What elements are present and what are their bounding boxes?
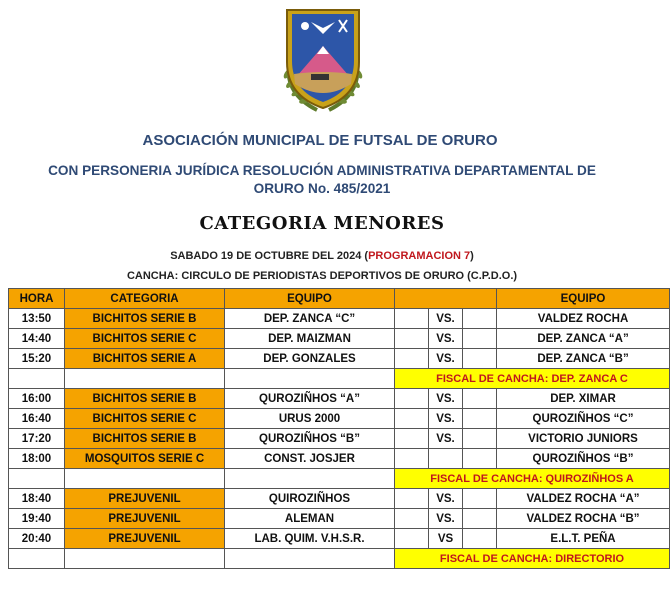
legal-line-2: ORURO No. 485/2021	[253, 181, 391, 196]
date-close: )	[470, 250, 474, 262]
empty-cell	[225, 549, 395, 569]
field-fiscal: FISCAL DE CANCHA: QUIROZIÑHOS A	[395, 469, 670, 489]
match-time: 15:20	[9, 349, 65, 369]
home-team: QUROZIÑHOS “A”	[225, 389, 395, 409]
organization-name: ASOCIACIÓN MUNICIPAL DE FUTSAL DE ORURO	[142, 132, 498, 149]
field-fiscal: FISCAL DE CANCHA: DEP. ZANCA C	[395, 369, 670, 389]
match-category: BICHITOS SERIE C	[65, 409, 225, 429]
match-category: BICHITOS SERIE B	[65, 429, 225, 449]
home-team: QUROZIÑHOS “B”	[225, 429, 395, 449]
table-header-row	[9, 289, 670, 309]
spacer-cell	[395, 329, 429, 349]
match-time: 16:00	[9, 389, 65, 409]
match-time: 16:40	[9, 409, 65, 429]
match-time: 13:50	[9, 309, 65, 329]
spacer-cell	[395, 529, 429, 549]
empty-cell	[9, 469, 65, 489]
home-team: QUIROZIÑHOS	[225, 489, 395, 509]
match-time: 18:00	[9, 449, 65, 469]
date-line	[0, 250, 658, 262]
spacer-cell	[463, 529, 497, 549]
spacer-cell	[463, 449, 497, 469]
versus-label: VS.	[429, 329, 463, 349]
match-time: 17:20	[9, 429, 65, 449]
match-row	[9, 449, 670, 469]
fiscal-row	[9, 369, 670, 389]
match-category: BICHITOS SERIE C	[65, 329, 225, 349]
match-row	[9, 509, 670, 529]
header-vs-blank	[395, 289, 497, 309]
spacer-cell	[463, 489, 497, 509]
empty-cell	[9, 369, 65, 389]
spacer-cell	[395, 449, 429, 469]
spacer-cell	[395, 389, 429, 409]
match-time: 20:40	[9, 529, 65, 549]
match-row	[9, 529, 670, 549]
away-team: VALDEZ ROCHA “B”	[497, 509, 670, 529]
versus-label: VS.	[429, 409, 463, 429]
versus-label: VS	[429, 529, 463, 549]
away-team: DEP. XIMAR	[497, 389, 670, 409]
match-row	[9, 429, 670, 449]
home-team: DEP. ZANCA “C”	[225, 309, 395, 329]
match-time: 14:40	[9, 329, 65, 349]
spacer-cell	[463, 349, 497, 369]
away-team: E.L.T. PEÑA	[497, 529, 670, 549]
empty-cell	[9, 549, 65, 569]
empty-cell	[225, 369, 395, 389]
away-team: DEP. ZANCA “A”	[497, 329, 670, 349]
spacer-cell	[395, 429, 429, 449]
category-title: CATEGORIA MENORES	[199, 213, 445, 234]
versus-label: VS.	[429, 389, 463, 409]
away-team: QUROZIÑHOS “C”	[497, 409, 670, 429]
header-hora: HORA	[9, 289, 65, 309]
spacer-cell	[395, 509, 429, 529]
match-category: PREJUVENIL	[65, 509, 225, 529]
match-row	[9, 349, 670, 369]
fiscal-row	[9, 469, 670, 489]
match-category: BICHITOS SERIE A	[65, 349, 225, 369]
venue-line: CANCHA: CIRCULO DE PERIODISTAS DEPORTIVOS DE ORURO (C.P.D.O.)	[126, 270, 518, 282]
empty-cell	[65, 369, 225, 389]
legal-line-1: CON PERSONERIA JURÍDICA RESOLUCIÓN ADMINISTRATIVA DEPARTAMENTAL DE	[48, 163, 596, 178]
spacer-cell	[395, 349, 429, 369]
home-team: ALEMAN	[225, 509, 395, 529]
spacer-cell	[463, 409, 497, 429]
match-row	[9, 309, 670, 329]
match-category: PREJUVENIL	[65, 529, 225, 549]
header-equipo-local: EQUIPO	[225, 289, 395, 309]
match-row	[9, 329, 670, 349]
versus-label: VS.	[429, 429, 463, 449]
spacer-cell	[395, 309, 429, 329]
date-text: SABADO 19 DE OCTUBRE DEL 2024 (	[170, 250, 369, 262]
away-team: VALDEZ ROCHA	[497, 309, 670, 329]
away-team: VICTORIO JUNIORS	[497, 429, 670, 449]
legal-resolution-text	[0, 162, 658, 198]
match-category: PREJUVENIL	[65, 489, 225, 509]
field-fiscal: FISCAL DE CANCHA: DIRECTORIO	[395, 549, 670, 569]
home-team: CONST. JOSJER	[225, 449, 395, 469]
match-category: BICHITOS SERIE B	[65, 309, 225, 329]
spacer-cell	[463, 309, 497, 329]
header-equipo-visitante: EQUIPO	[497, 289, 670, 309]
spacer-cell	[463, 429, 497, 449]
spacer-cell	[463, 509, 497, 529]
match-category: MOSQUITOS SERIE C	[65, 449, 225, 469]
away-team: DEP. ZANCA “B”	[497, 349, 670, 369]
match-category: BICHITOS SERIE B	[65, 389, 225, 409]
association-crest-logo	[267, 4, 379, 116]
home-team: DEP. MAIZMAN	[225, 329, 395, 349]
programming-label: PROGRAMACION 7	[368, 250, 471, 262]
fiscal-row	[9, 549, 670, 569]
spacer-cell	[463, 329, 497, 349]
match-time: 18:40	[9, 489, 65, 509]
versus-label	[429, 449, 463, 469]
match-row	[9, 409, 670, 429]
empty-cell	[65, 549, 225, 569]
header-categoria: CATEGORIA	[65, 289, 225, 309]
versus-label: VS.	[429, 509, 463, 529]
empty-cell	[65, 469, 225, 489]
spacer-cell	[395, 489, 429, 509]
versus-label: VS.	[429, 489, 463, 509]
home-team: DEP. GONZALES	[225, 349, 395, 369]
match-row	[9, 489, 670, 509]
schedule-table	[8, 288, 670, 569]
home-team: LAB. QUIM. V.H.S.R.	[225, 529, 395, 549]
spacer-cell	[463, 389, 497, 409]
versus-label: VS.	[429, 309, 463, 329]
versus-label: VS.	[429, 349, 463, 369]
match-row	[9, 389, 670, 409]
home-team: URUS 2000	[225, 409, 395, 429]
spacer-cell	[395, 409, 429, 429]
away-team: QUROZIÑHOS “B”	[497, 449, 670, 469]
away-team: VALDEZ ROCHA “A”	[497, 489, 670, 509]
match-time: 19:40	[9, 509, 65, 529]
empty-cell	[225, 469, 395, 489]
